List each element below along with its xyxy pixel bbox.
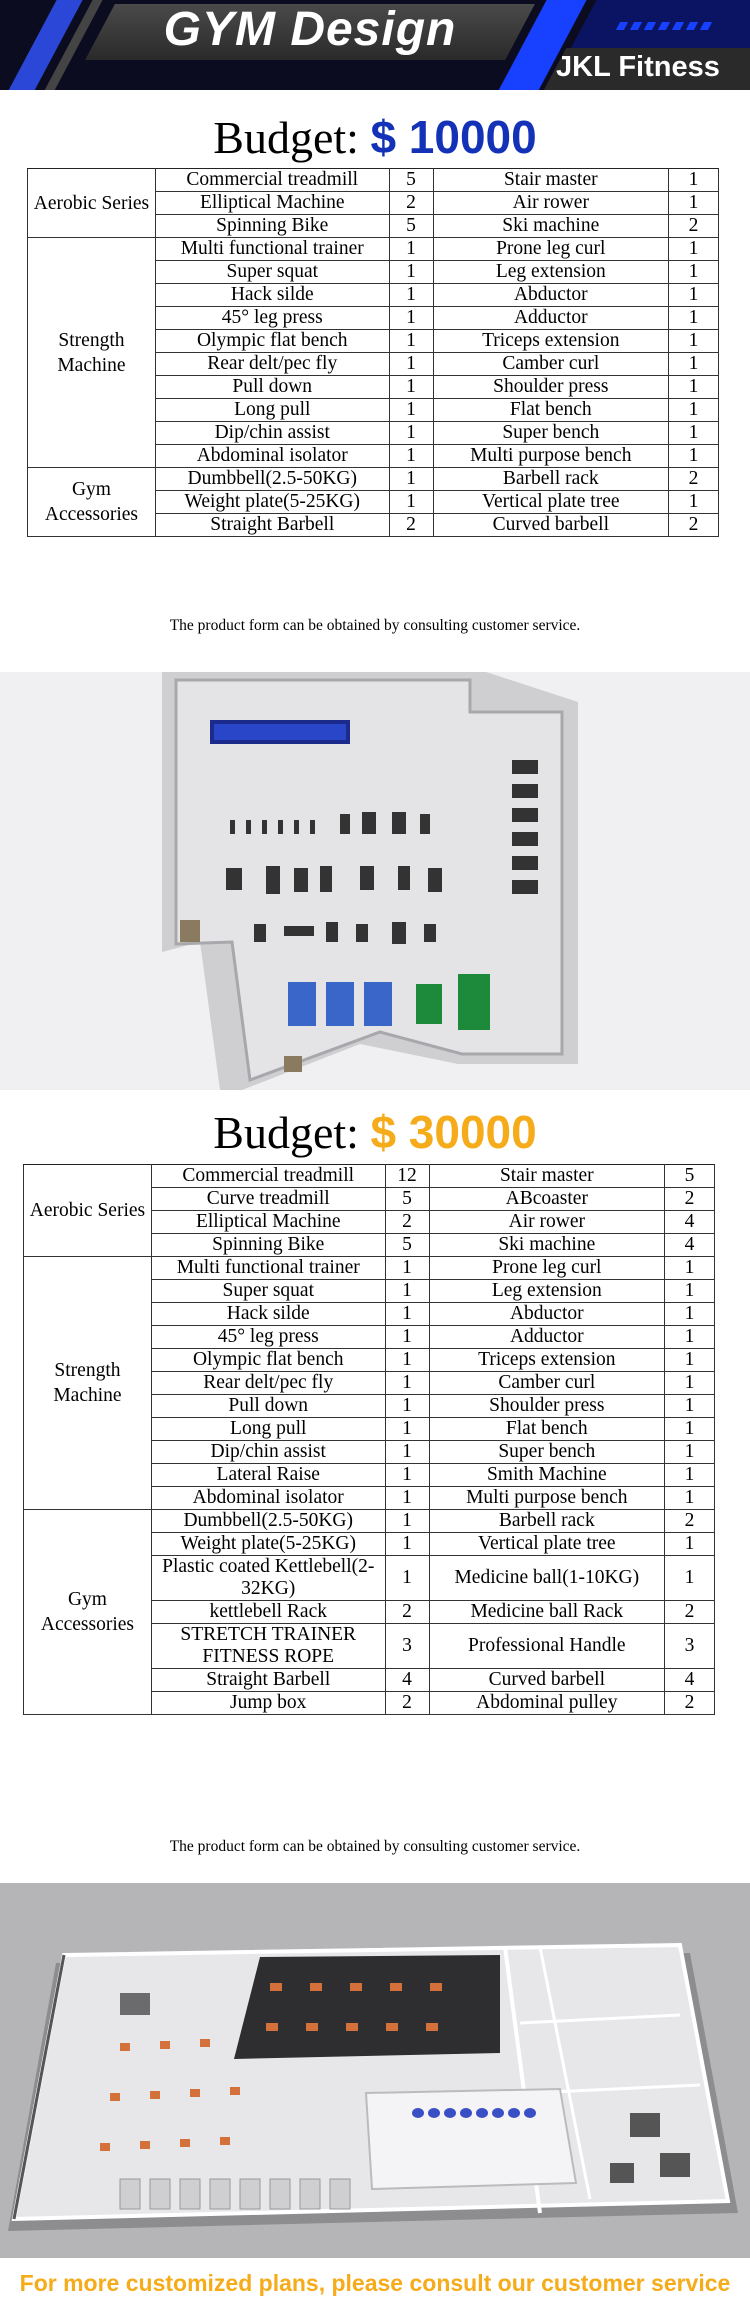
- equipment-name: Barbell rack: [429, 1510, 665, 1533]
- category-cell: Aerobic Series: [28, 169, 156, 238]
- equipment-name: Shoulder press: [433, 376, 669, 399]
- equipment-qty: 1: [385, 1418, 429, 1441]
- equipment-table-1: [27, 168, 719, 537]
- equipment-name: Ski machine: [433, 215, 669, 238]
- equipment-name: Leg extension: [433, 261, 669, 284]
- equipment-qty: 1: [385, 1464, 429, 1487]
- equipment-qty: 1: [665, 1533, 715, 1556]
- equipment-qty: 1: [389, 376, 433, 399]
- equipment-qty: 1: [385, 1303, 429, 1326]
- equipment-name: Abdominal pulley: [429, 1692, 665, 1715]
- page-title: GYM Design: [163, 3, 457, 56]
- equipment-name: Shoulder press: [429, 1395, 665, 1418]
- equipment-qty: 1: [669, 353, 719, 376]
- equipment-qty: 5: [385, 1234, 429, 1257]
- equipment-qty: 1: [385, 1395, 429, 1418]
- equipment-qty: 1: [385, 1441, 429, 1464]
- equipment-qty: 1: [385, 1280, 429, 1303]
- budget-label: Budget:: [213, 1107, 359, 1158]
- equipment-qty: 1: [389, 284, 433, 307]
- equipment-name: Straight Barbell: [155, 514, 389, 537]
- table-row: [24, 1165, 715, 1188]
- equipment-group: [28, 238, 719, 468]
- equipment-name: Prone leg curl: [429, 1257, 665, 1280]
- equipment-qty: 1: [669, 376, 719, 399]
- equipment-name: Ski machine: [429, 1234, 665, 1257]
- equipment-qty: 5: [665, 1165, 715, 1188]
- equipment-qty: 1: [389, 307, 433, 330]
- equipment-name: 45° leg press: [151, 1326, 385, 1349]
- header-stripe: [0, 0, 93, 90]
- equipment-name: Spinning Bike: [151, 1234, 385, 1257]
- equipment-name: Abdominal isolator: [151, 1487, 385, 1510]
- equipment-qty: 12: [385, 1165, 429, 1188]
- equipment-name: Commercial treadmill: [155, 169, 389, 192]
- equipment-qty: 1: [385, 1349, 429, 1372]
- equipment-name: Super squat: [155, 261, 389, 284]
- equipment-qty: 1: [669, 192, 719, 215]
- equipment-name: Leg extension: [429, 1280, 665, 1303]
- equipment-name: 45° leg press: [155, 307, 389, 330]
- equipment-name: Prone leg curl: [433, 238, 669, 261]
- equipment-name: Straight Barbell: [151, 1669, 385, 1692]
- equipment-name: Long pull: [155, 399, 389, 422]
- budget-title-1: [0, 110, 750, 164]
- equipment-name: Triceps extension: [433, 330, 669, 353]
- equipment-name: Multi purpose bench: [429, 1487, 665, 1510]
- equipment-name: Camber curl: [429, 1372, 665, 1395]
- equipment-qty: 2: [385, 1211, 429, 1234]
- equipment-name: Weight plate(5-25KG): [155, 491, 389, 514]
- equipment-qty: 4: [665, 1211, 715, 1234]
- equipment-qty: 2: [669, 468, 719, 491]
- equipment-name: Hack silde: [155, 284, 389, 307]
- equipment-qty: 1: [665, 1418, 715, 1441]
- equipment-name: Plastic coated Kettlebell(2-32KG): [151, 1556, 385, 1601]
- equipment-qty: 1: [389, 491, 433, 514]
- equipment-qty: 1: [389, 422, 433, 445]
- equipment-name: Hack silde: [151, 1303, 385, 1326]
- equipment-qty: 1: [389, 399, 433, 422]
- equipment-table-2: [23, 1164, 715, 1715]
- equipment-name: Medicine ball(1-10KG): [429, 1556, 665, 1601]
- equipment-qty: 4: [665, 1234, 715, 1257]
- table-row: [24, 1257, 715, 1280]
- equipment-name: Medicine ball Rack: [429, 1601, 665, 1624]
- equipment-qty: 1: [669, 307, 719, 330]
- equipment-qty: 1: [385, 1533, 429, 1556]
- equipment-name: Dip/chin assist: [155, 422, 389, 445]
- equipment-name: Abductor: [429, 1303, 665, 1326]
- equipment-name: Dumbbell(2.5-50KG): [155, 468, 389, 491]
- equipment-name: Barbell rack: [433, 468, 669, 491]
- equipment-qty: 1: [665, 1464, 715, 1487]
- equipment-name: Rear delt/pec fly: [151, 1372, 385, 1395]
- equipment-qty: 1: [665, 1257, 715, 1280]
- equipment-qty: 1: [389, 330, 433, 353]
- equipment-qty: 3: [385, 1624, 429, 1669]
- equipment-name: Olympic flat bench: [151, 1349, 385, 1372]
- consult-note-1: The product form can be obtained by consulting customer service.: [169, 617, 581, 634]
- header-dash-decoration: [618, 22, 714, 32]
- equipment-qty: 5: [385, 1188, 429, 1211]
- equipment-qty: 1: [665, 1372, 715, 1395]
- equipment-qty: 2: [385, 1692, 429, 1715]
- equipment-qty: 5: [389, 169, 433, 192]
- equipment-name: Jump box: [151, 1692, 385, 1715]
- equipment-qty: 1: [669, 261, 719, 284]
- equipment-name: Multi functional trainer: [151, 1257, 385, 1280]
- equipment-name: Commercial treadmill: [151, 1165, 385, 1188]
- equipment-name: Stair master: [429, 1165, 665, 1188]
- equipment-name: Vertical plate tree: [433, 491, 669, 514]
- equipment-qty: 1: [669, 284, 719, 307]
- budget-label: Budget:: [213, 112, 359, 163]
- equipment-group: [24, 1510, 715, 1715]
- footer-message: For more customized plans, please consult our customer service: [19, 2270, 731, 2296]
- budget-amount: $ 30000: [370, 1106, 537, 1158]
- equipment-name: Pull down: [155, 376, 389, 399]
- equipment-name: Super bench: [429, 1441, 665, 1464]
- gym-floorplan-render-2: [0, 1883, 750, 2258]
- table-row: [28, 468, 719, 491]
- equipment-name: Camber curl: [433, 353, 669, 376]
- equipment-name: Spinning Bike: [155, 215, 389, 238]
- category-cell: Strength Machine: [28, 238, 156, 468]
- equipment-qty: 1: [389, 445, 433, 468]
- equipment-group: [28, 468, 719, 537]
- category-cell: Strength Machine: [24, 1257, 152, 1510]
- consult-note-2: The product form can be obtained by consulting customer service.: [169, 1838, 581, 1855]
- equipment-qty: 1: [665, 1326, 715, 1349]
- budget-amount: $ 10000: [370, 111, 537, 163]
- equipment-name: Multi purpose bench: [433, 445, 669, 468]
- equipment-qty: 2: [665, 1188, 715, 1211]
- brand-name: JKL Fitness: [556, 51, 720, 83]
- equipment-name: Lateral Raise: [151, 1464, 385, 1487]
- equipment-name: Super bench: [433, 422, 669, 445]
- category-cell: Aerobic Series: [24, 1165, 152, 1257]
- table-row: [24, 1510, 715, 1533]
- equipment-name: kettlebell Rack: [151, 1601, 385, 1624]
- equipment-qty: 1: [669, 491, 719, 514]
- equipment-name: Professional Handle: [429, 1624, 665, 1669]
- equipment-qty: 1: [389, 238, 433, 261]
- equipment-qty: 1: [385, 1326, 429, 1349]
- table-row: [28, 169, 719, 192]
- equipment-qty: 1: [665, 1395, 715, 1418]
- equipment-name: Vertical plate tree: [429, 1533, 665, 1556]
- equipment-qty: 1: [665, 1280, 715, 1303]
- equipment-qty: 1: [669, 399, 719, 422]
- equipment-qty: 1: [385, 1510, 429, 1533]
- equipment-qty: 4: [665, 1669, 715, 1692]
- header-banner: [0, 0, 750, 90]
- equipment-qty: 1: [385, 1487, 429, 1510]
- equipment-qty: 2: [389, 192, 433, 215]
- equipment-name: Elliptical Machine: [155, 192, 389, 215]
- equipment-name: ABcoaster: [429, 1188, 665, 1211]
- equipment-qty: 1: [385, 1556, 429, 1601]
- equipment-qty: 1: [389, 261, 433, 284]
- equipment-name: Air rower: [429, 1211, 665, 1234]
- equipment-name: Long pull: [151, 1418, 385, 1441]
- equipment-name: STRETCH TRAINER FITNESS ROPE: [151, 1624, 385, 1669]
- category-cell: Gym Accessories: [24, 1510, 152, 1715]
- equipment-group: [28, 169, 719, 238]
- equipment-qty: 1: [385, 1257, 429, 1280]
- equipment-name: Elliptical Machine: [151, 1211, 385, 1234]
- equipment-qty: 1: [665, 1556, 715, 1601]
- equipment-name: Abductor: [433, 284, 669, 307]
- equipment-name: Super squat: [151, 1280, 385, 1303]
- equipment-name: Olympic flat bench: [155, 330, 389, 353]
- equipment-name: Smith Machine: [429, 1464, 665, 1487]
- equipment-qty: 2: [669, 514, 719, 537]
- equipment-name: Multi functional trainer: [155, 238, 389, 261]
- budget-title-2: [0, 1105, 750, 1159]
- equipment-name: Curve treadmill: [151, 1188, 385, 1211]
- equipment-qty: 1: [669, 330, 719, 353]
- equipment-group: [24, 1165, 715, 1257]
- equipment-name: Abdominal isolator: [155, 445, 389, 468]
- equipment-name: Rear delt/pec fly: [155, 353, 389, 376]
- equipment-name: Curved barbell: [429, 1669, 665, 1692]
- equipment-name: Stair master: [433, 169, 669, 192]
- equipment-name: Triceps extension: [429, 1349, 665, 1372]
- equipment-name: Dumbbell(2.5-50KG): [151, 1510, 385, 1533]
- equipment-qty: 2: [669, 215, 719, 238]
- equipment-qty: 1: [389, 353, 433, 376]
- equipment-qty: 2: [385, 1601, 429, 1624]
- equipment-qty: 1: [669, 422, 719, 445]
- equipment-qty: 5: [389, 215, 433, 238]
- equipment-qty: 2: [389, 514, 433, 537]
- equipment-name: Curved barbell: [433, 514, 669, 537]
- equipment-name: Flat bench: [429, 1418, 665, 1441]
- equipment-qty: 1: [669, 169, 719, 192]
- equipment-qty: 2: [665, 1510, 715, 1533]
- equipment-qty: 1: [389, 468, 433, 491]
- equipment-qty: 2: [665, 1692, 715, 1715]
- equipment-name: Adductor: [429, 1326, 665, 1349]
- equipment-qty: 1: [665, 1349, 715, 1372]
- equipment-qty: 4: [385, 1669, 429, 1692]
- equipment-name: Weight plate(5-25KG): [151, 1533, 385, 1556]
- category-cell: Gym Accessories: [28, 468, 156, 537]
- gym-floorplan-render-1: [0, 672, 750, 1090]
- equipment-qty: 2: [665, 1601, 715, 1624]
- equipment-qty: 1: [665, 1303, 715, 1326]
- equipment-qty: 1: [669, 445, 719, 468]
- equipment-name: Adductor: [433, 307, 669, 330]
- equipment-qty: 3: [665, 1624, 715, 1669]
- equipment-name: Air rower: [433, 192, 669, 215]
- equipment-qty: 1: [665, 1441, 715, 1464]
- equipment-qty: 1: [385, 1372, 429, 1395]
- equipment-name: Dip/chin assist: [151, 1441, 385, 1464]
- table-row: [28, 238, 719, 261]
- equipment-qty: 1: [665, 1487, 715, 1510]
- equipment-group: [24, 1257, 715, 1510]
- equipment-name: Flat bench: [433, 399, 669, 422]
- equipment-name: Pull down: [151, 1395, 385, 1418]
- equipment-qty: 1: [669, 238, 719, 261]
